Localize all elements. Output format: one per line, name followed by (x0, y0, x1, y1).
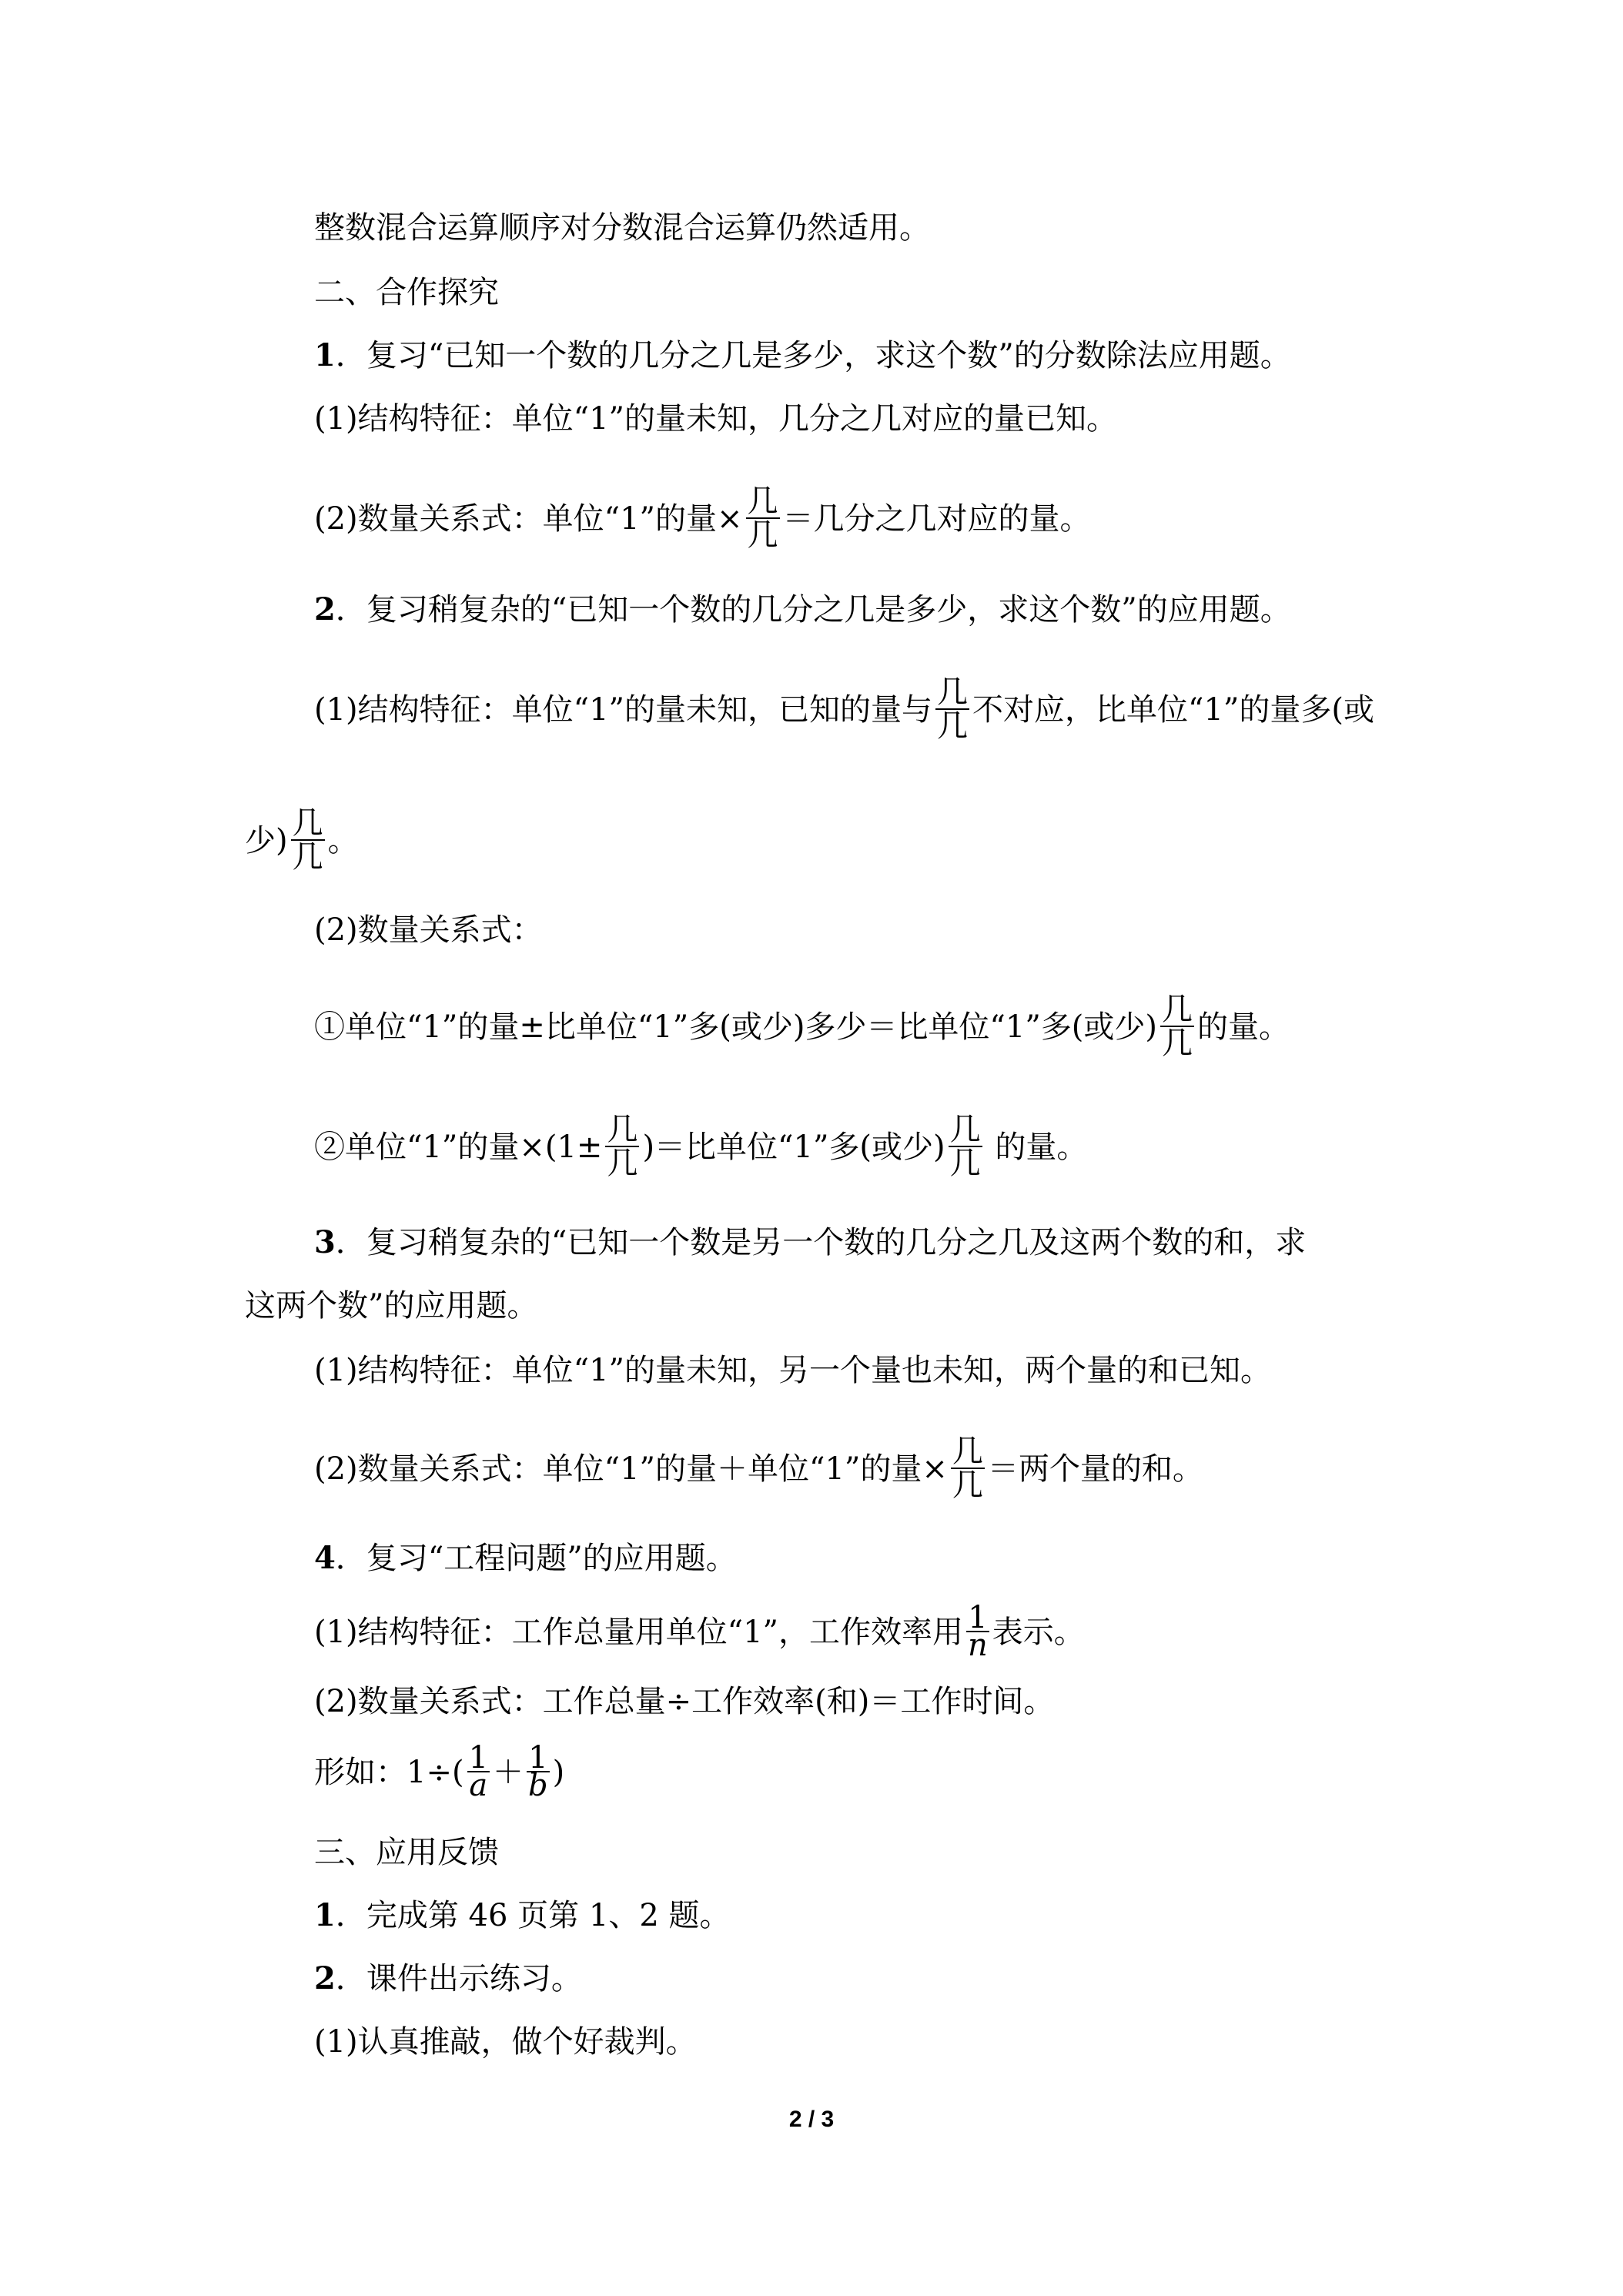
fraction: $\frac{\text{几}}{\text{几}}$ (952, 1434, 983, 1503)
paragraph-line: (2)数量关系式： (314, 912, 543, 948)
paragraph-line: (1)认真推敲，做个好裁判。 (314, 2024, 697, 2060)
item-3-heading: 3．复习稍复杂的“已知一个数是另一个数的几分之几及这两个数的和，求 (314, 1224, 1307, 1260)
formula-line: (2)数量关系式：单位“1”的量× $\frac{\text{几}}{\text{几}}$ ＝几分之几对应的量。 (314, 484, 1091, 553)
paragraph-line: (1)结构特征：单位“1”的量未知，几分之几对应的量已知。 (314, 401, 1118, 437)
item-2-heading: 2．复习稍复杂的“已知一个数的几分之几是多少，求这个数”的应用题。 (314, 591, 1291, 628)
fraction: $\frac{\text{几}}{\text{几}}$ (292, 805, 323, 875)
formula-line: (2)数量关系式：单位“1”的量＋单位“1”的量× $\frac{\text{几}}{\text{几}}$ ＝两个量的和。 (314, 1434, 1203, 1503)
fraction: $\frac{1}{n}$ (968, 1600, 988, 1663)
fraction: $\frac{1}{a}$ (468, 1740, 489, 1803)
fraction: $\frac{\text{几}}{\text{几}}$ (937, 674, 969, 744)
fraction: $\frac{\text{几}}{\text{几}}$ (607, 1112, 638, 1181)
fraction: $\frac{\text{几}}{\text{几}}$ (1161, 992, 1193, 1061)
paragraph-line: 这两个数”的应用题。 (245, 1288, 538, 1324)
paragraph-line: (1)结构特征：单位“1”的量未知，已知的量与 $\frac{\text{几}}{\text{几}}$ 不对应，比单位“1”的量多(或 (314, 674, 1374, 744)
page-number: 2 / 3 (788, 2107, 835, 2132)
paragraph-line: (1)结构特征：单位“1”的量未知，另一个量也未知，两个量的和已知。 (314, 1353, 1272, 1388)
formula-line: ②单位“1”的量×(1± $\frac{\text{几}}{\text{几}}$ )＝比单位“1”多(或少) $\frac{\text{几}}{\text{几}}$ 的量。 (314, 1112, 1088, 1181)
fraction: $\frac{\text{几}}{\text{几}}$ (949, 1112, 981, 1181)
section-heading-application-feedback: 三、应用反馈 (314, 1835, 499, 1870)
item-4-heading: 4．复习“工程问题”的应用题。 (314, 1540, 737, 1576)
fraction: $\frac{1}{b}$ (528, 1740, 548, 1803)
paragraph-line: (2)数量关系式：工作总量÷工作效率(和)＝工作时间。 (314, 1684, 1055, 1719)
paragraph-line: 少) $\frac{\text{几}}{\text{几}}$ 。 (245, 805, 359, 875)
item-1-heading: 1．复习“已知一个数的几分之几是多少，求这个数”的分数除法应用题。 (314, 337, 1291, 373)
fraction: $\frac{\text{几}}{\text{几}}$ (747, 484, 778, 553)
formula-line: 形如：1÷( $\frac{1}{a}$ ＋ $\frac{1}{b}$ ) (314, 1740, 565, 1803)
formula-line: (1)结构特征：工作总量用单位“1”，工作效率用 $\frac{1}{n}$ 表示。 (314, 1600, 1085, 1663)
paragraph-line: 整数混合运算顺序对分数混合运算仍然适用。 (314, 210, 930, 246)
paragraph-line: 1．完成第 46 页第 1、2 题。 (314, 1897, 731, 1933)
paragraph-line: 2．课件出示练习。 (314, 1960, 582, 1996)
section-heading-cooperative-inquiry: 二、合作探究 (314, 275, 499, 310)
formula-line: ①单位“1”的量±比单位“1”多(或少)多少＝比单位“1”多(或少) $\frac{\text{几}}{\text{几}}$ 的量。 (314, 992, 1290, 1061)
